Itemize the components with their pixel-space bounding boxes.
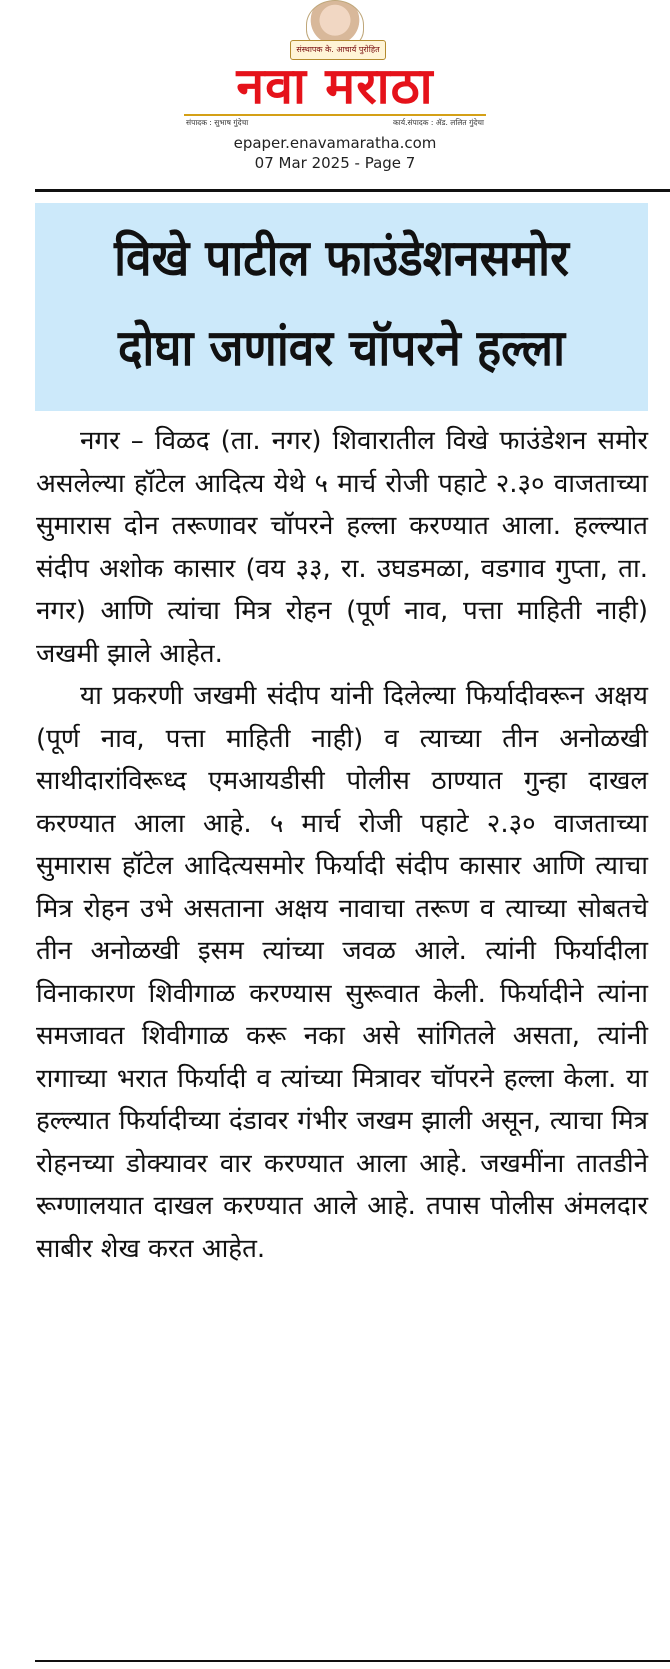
headline-line-1: विखे पाटील फाउंडेशनसमोर <box>114 229 569 287</box>
editor-right: कार्य.संपादक : ॲड. ललित गुंदेचा <box>393 118 484 127</box>
top-divider <box>35 189 670 192</box>
headline <box>60 213 624 393</box>
masthead <box>0 0 670 180</box>
editor-line <box>184 114 486 130</box>
newspaper-logo <box>184 58 486 128</box>
editor-left: संपादक : सुभाष गुंदेचा <box>186 118 249 127</box>
article-body <box>36 420 648 1270</box>
article-paragraph-1: नगर – विळद (ता. नगर) शिवारातील विखे फाउंडेशन समोर असलेल्या हॉटेल आदित्य येथे ५ मार्च रोजी पहाटे २.३० वाजताच्या सुमारास दोन तरूणावर चॉपरने हल्ला करण्यात आला. हल्ल्यात संदीप अशोक कासार (वय ३३, रा. उघडमळा, वडगाव गुप्ता, ता. नगर) आणि त्यांचा मित्र रोहन (पूर्ण नाव, पत्ता माहिती नाही) जखमी झाले आहेत. <box>36 426 648 669</box>
logo-text: नवा मराठा <box>236 57 434 115</box>
bottom-divider <box>35 1660 670 1662</box>
headline-line-2: दोघा जणांवर चॉपरने हल्ला <box>117 319 566 377</box>
dateline: 07 Mar 2025 - Page 7 <box>254 154 416 172</box>
founder-banner: संस्थापक के. आचार्य पुरोहित <box>290 40 386 60</box>
article-paragraph-2: या प्रकरणी जखमी संदीप यांनी दिलेल्या फिर्यादीवरून अक्षय (पूर्ण नाव, पत्ता माहिती नाही) व त्याच्या तीन अनोळखी साथीदारांविरूध्द एमआयडीसी पोलीस ठाण्यात गुन्हा दाखल करण्यात आला आहे. ५ मार्च रोजी पहाटे २.३० वाजताच्या सुमारास हॉटेल आदित्यसमोर फिर्यादी संदीप कासार आणि त्याचा मित्र रोहन उभे असताना अक्षय नावाचा तरूण व त्याच्या सोबतचे तीन अनोळखी इसम त्यांच्या जवळ आले. त्यांनी फिर्यादीला विनाकारण शिवीगाळ करण्यास सुरूवात केली. फिर्यादीने त्यांना समजावत शिवीगाळ करू नका असे सांगितले असता, त्यांनी रागाच्या भरात फिर्यादी व त्यांच्या मित्रावर चॉपरने हल्ला केला. या हल्ल्यात फिर्यादीच्या दंडावर गंभीर जखम झाली असून, त्याचा मित्र रोहनच्या डोक्यावर वार करण्यात आला आहे. जखमींना तातडीने रूग्णालयात दाखल करण्यात आले आहे. तपास पोलीस अंमलदार साबीर शेख करत आहेत. <box>36 681 648 1264</box>
epaper-url[interactable]: epaper.enavamaratha.com <box>233 134 437 152</box>
headline-box <box>35 203 648 411</box>
